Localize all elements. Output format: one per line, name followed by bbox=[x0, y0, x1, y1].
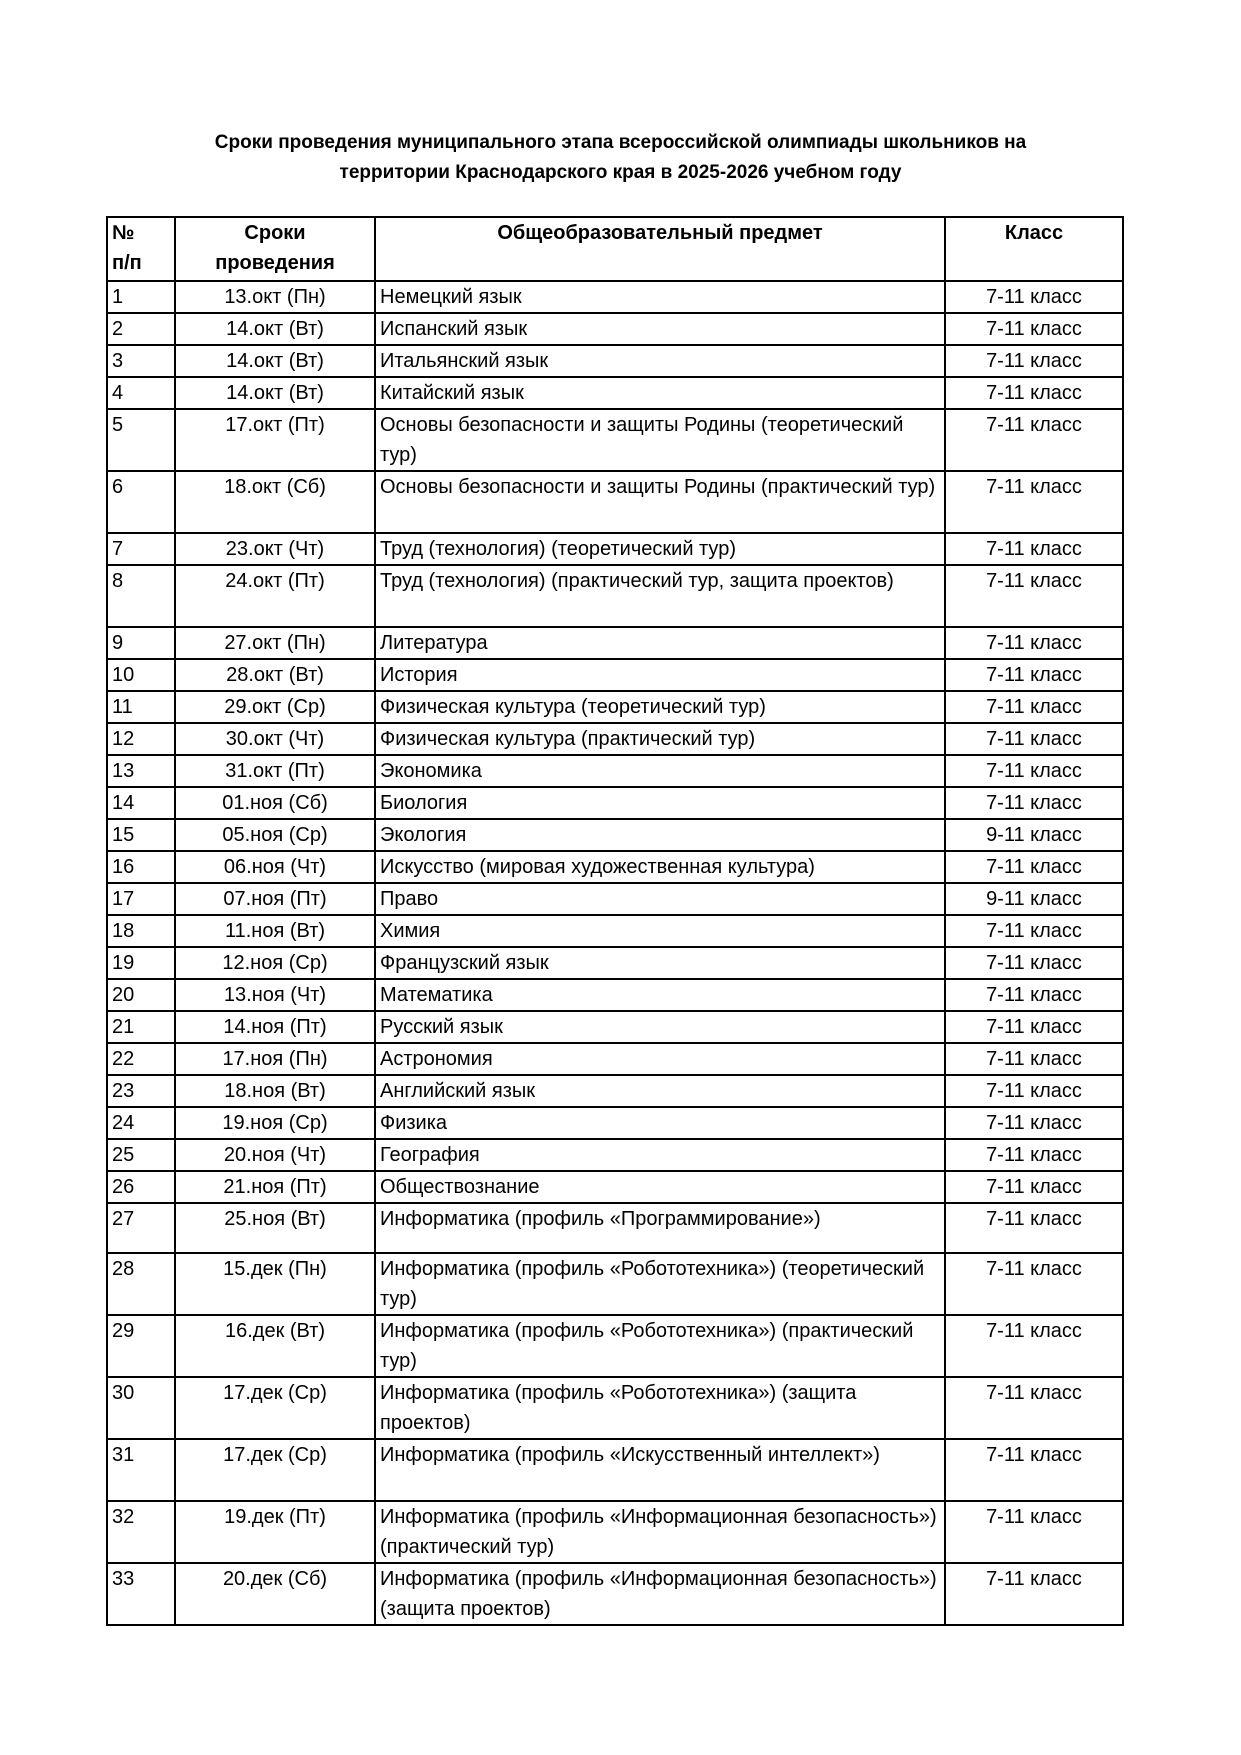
table-row bbox=[107, 1171, 1123, 1203]
row-subject: Физика bbox=[375, 1107, 945, 1139]
table-row bbox=[107, 1203, 1123, 1253]
row-number: 31 bbox=[107, 1439, 175, 1501]
row-date: 24.окт (Пт) bbox=[175, 565, 375, 627]
row-date: 12.ноя (Ср) bbox=[175, 947, 375, 979]
row-date: 14.окт (Вт) bbox=[175, 345, 375, 377]
row-number: 6 bbox=[107, 471, 175, 533]
row-date: 15.дек (Пн) bbox=[175, 1253, 375, 1315]
row-class: 7-11 класс bbox=[945, 1377, 1123, 1439]
table-row bbox=[107, 627, 1123, 659]
table-row bbox=[107, 723, 1123, 755]
row-subject: Экономика bbox=[375, 755, 945, 787]
table-row bbox=[107, 1563, 1123, 1625]
row-number: 32 bbox=[107, 1501, 175, 1563]
table-row bbox=[107, 755, 1123, 787]
row-date: 16.дек (Вт) bbox=[175, 1315, 375, 1377]
row-class: 7-11 класс bbox=[945, 627, 1123, 659]
row-number: 23 bbox=[107, 1075, 175, 1107]
row-date: 29.окт (Ср) bbox=[175, 691, 375, 723]
title-line-1: Сроки проведения муниципального этапа всероссийской олимпиады школьников на bbox=[214, 132, 1027, 153]
row-subject: Литература bbox=[375, 627, 945, 659]
row-date: 17.дек (Ср) bbox=[175, 1377, 375, 1439]
row-class: 7-11 класс bbox=[945, 1563, 1123, 1625]
header-date-line-2: проведения bbox=[215, 252, 335, 274]
row-date: 14.ноя (Пт) bbox=[175, 1011, 375, 1043]
row-class: 7-11 класс bbox=[945, 313, 1123, 345]
table-row bbox=[107, 281, 1123, 313]
row-number: 30 bbox=[107, 1377, 175, 1439]
row-subject: Математика bbox=[375, 979, 945, 1011]
row-subject: Экология bbox=[375, 819, 945, 851]
row-number: 11 bbox=[107, 691, 175, 723]
row-subject: Информатика (профиль «Робототехника») (защита проектов) bbox=[375, 1377, 945, 1439]
row-class: 7-11 класс bbox=[945, 755, 1123, 787]
row-date: 20.дек (Сб) bbox=[175, 1563, 375, 1625]
row-subject: Обществознание bbox=[375, 1171, 945, 1203]
table-row bbox=[107, 819, 1123, 851]
row-class: 7-11 класс bbox=[945, 377, 1123, 409]
row-class: 7-11 класс bbox=[945, 851, 1123, 883]
row-subject: Информатика (профиль «Программирование») bbox=[375, 1203, 945, 1253]
row-subject: Русский язык bbox=[375, 1011, 945, 1043]
row-number: 17 bbox=[107, 883, 175, 915]
row-class: 7-11 класс bbox=[945, 281, 1123, 313]
table-row bbox=[107, 345, 1123, 377]
row-number: 25 bbox=[107, 1139, 175, 1171]
table-row bbox=[107, 471, 1123, 533]
row-class: 7-11 класс bbox=[945, 1043, 1123, 1075]
header-subject: Общеобразовательный предмет bbox=[375, 217, 945, 281]
row-date: 27.окт (Пн) bbox=[175, 627, 375, 659]
header-number bbox=[107, 217, 175, 281]
header-date-line-1: Сроки bbox=[244, 222, 306, 244]
row-date: 17.дек (Ср) bbox=[175, 1439, 375, 1501]
document-title bbox=[100, 128, 1141, 188]
row-number: 8 bbox=[107, 565, 175, 627]
schedule-table bbox=[106, 216, 1124, 1626]
row-number: 2 bbox=[107, 313, 175, 345]
row-class: 7-11 класс bbox=[945, 1439, 1123, 1501]
row-subject: Английский язык bbox=[375, 1075, 945, 1107]
row-number: 13 bbox=[107, 755, 175, 787]
row-date: 28.окт (Вт) bbox=[175, 659, 375, 691]
table-row bbox=[107, 1501, 1123, 1563]
row-subject: География bbox=[375, 1139, 945, 1171]
table-row bbox=[107, 533, 1123, 565]
table-row bbox=[107, 1075, 1123, 1107]
row-class: 7-11 класс bbox=[945, 1075, 1123, 1107]
row-subject: Основы безопасности и защиты Родины (теоретический тур) bbox=[375, 409, 945, 471]
table-row bbox=[107, 1011, 1123, 1043]
row-class: 7-11 класс bbox=[945, 947, 1123, 979]
row-subject: Немецкий язык bbox=[375, 281, 945, 313]
row-number: 16 bbox=[107, 851, 175, 883]
row-date: 05.ноя (Ср) bbox=[175, 819, 375, 851]
row-number: 4 bbox=[107, 377, 175, 409]
row-subject: Искусство (мировая художественная культура) bbox=[375, 851, 945, 883]
row-subject: Информатика (профиль «Робототехника») (теоретический тур) bbox=[375, 1253, 945, 1315]
row-date: 23.окт (Чт) bbox=[175, 533, 375, 565]
row-number: 5 bbox=[107, 409, 175, 471]
row-date: 13.ноя (Чт) bbox=[175, 979, 375, 1011]
row-date: 06.ноя (Чт) bbox=[175, 851, 375, 883]
row-subject: Информатика (профиль «Информационная безопасность») (защита проектов) bbox=[375, 1563, 945, 1625]
row-subject: Основы безопасности и защиты Родины (практический тур) bbox=[375, 471, 945, 533]
row-class: 7-11 класс bbox=[945, 1203, 1123, 1253]
row-number: 12 bbox=[107, 723, 175, 755]
row-class: 9-11 класс bbox=[945, 883, 1123, 915]
row-number: 29 bbox=[107, 1315, 175, 1377]
table-header-row bbox=[107, 217, 1123, 281]
row-date: 13.окт (Пн) bbox=[175, 281, 375, 313]
row-date: 01.ноя (Сб) bbox=[175, 787, 375, 819]
table-row bbox=[107, 1139, 1123, 1171]
row-date: 17.ноя (Пн) bbox=[175, 1043, 375, 1075]
table-row bbox=[107, 409, 1123, 471]
table-row bbox=[107, 1315, 1123, 1377]
row-class: 7-11 класс bbox=[945, 471, 1123, 533]
row-number: 28 bbox=[107, 1253, 175, 1315]
row-class: 7-11 класс bbox=[945, 1107, 1123, 1139]
row-number: 27 bbox=[107, 1203, 175, 1253]
row-subject: Китайский язык bbox=[375, 377, 945, 409]
row-number: 24 bbox=[107, 1107, 175, 1139]
table-row bbox=[107, 915, 1123, 947]
table-row bbox=[107, 565, 1123, 627]
row-subject: Испанский язык bbox=[375, 313, 945, 345]
table-row bbox=[107, 659, 1123, 691]
row-number: 19 bbox=[107, 947, 175, 979]
row-subject: Информатика (профиль «Искусственный интеллект») bbox=[375, 1439, 945, 1501]
table-row bbox=[107, 377, 1123, 409]
row-subject: Французский язык bbox=[375, 947, 945, 979]
row-subject: Биология bbox=[375, 787, 945, 819]
row-date: 20.ноя (Чт) bbox=[175, 1139, 375, 1171]
row-number: 9 bbox=[107, 627, 175, 659]
row-number: 7 bbox=[107, 533, 175, 565]
row-subject: Итальянский язык bbox=[375, 345, 945, 377]
row-class: 9-11 класс bbox=[945, 819, 1123, 851]
title-line-2: территории Краснодарского края в 2025-2026 учебном году bbox=[339, 162, 902, 183]
row-class: 7-11 класс bbox=[945, 1253, 1123, 1315]
row-date: 19.дек (Пт) bbox=[175, 1501, 375, 1563]
table-row bbox=[107, 1043, 1123, 1075]
row-date: 18.окт (Сб) bbox=[175, 471, 375, 533]
row-class: 7-11 класс bbox=[945, 915, 1123, 947]
row-subject: Информатика (профиль «Робототехника») (практический тур) bbox=[375, 1315, 945, 1377]
table-row bbox=[107, 1439, 1123, 1501]
row-date: 31.окт (Пт) bbox=[175, 755, 375, 787]
row-subject: Физическая культура (практический тур) bbox=[375, 723, 945, 755]
row-number: 15 bbox=[107, 819, 175, 851]
row-class: 7-11 класс bbox=[945, 1501, 1123, 1563]
table-row bbox=[107, 1107, 1123, 1139]
row-number: 18 bbox=[107, 915, 175, 947]
row-subject: Право bbox=[375, 883, 945, 915]
row-subject: Физическая культура (теоретический тур) bbox=[375, 691, 945, 723]
table-row bbox=[107, 1377, 1123, 1439]
row-class: 7-11 класс bbox=[945, 691, 1123, 723]
row-class: 7-11 класс bbox=[945, 787, 1123, 819]
row-class: 7-11 класс bbox=[945, 409, 1123, 471]
header-date bbox=[175, 217, 375, 281]
row-number: 22 bbox=[107, 1043, 175, 1075]
row-number: 10 bbox=[107, 659, 175, 691]
row-subject: Труд (технология) (практический тур, защита проектов) bbox=[375, 565, 945, 627]
table-row bbox=[107, 691, 1123, 723]
row-subject: История bbox=[375, 659, 945, 691]
row-subject: Астрономия bbox=[375, 1043, 945, 1075]
table-row bbox=[107, 979, 1123, 1011]
row-date: 14.окт (Вт) bbox=[175, 313, 375, 345]
table-body bbox=[107, 281, 1123, 1625]
row-number: 14 bbox=[107, 787, 175, 819]
row-date: 30.окт (Чт) bbox=[175, 723, 375, 755]
row-number: 20 bbox=[107, 979, 175, 1011]
table-row bbox=[107, 883, 1123, 915]
header-number-line-2: п/п bbox=[112, 252, 142, 274]
row-subject: Химия bbox=[375, 915, 945, 947]
row-date: 25.ноя (Вт) bbox=[175, 1203, 375, 1253]
row-date: 17.окт (Пт) bbox=[175, 409, 375, 471]
row-class: 7-11 класс bbox=[945, 1011, 1123, 1043]
row-date: 07.ноя (Пт) bbox=[175, 883, 375, 915]
row-class: 7-11 класс bbox=[945, 1315, 1123, 1377]
row-class: 7-11 класс bbox=[945, 979, 1123, 1011]
row-number: 3 bbox=[107, 345, 175, 377]
row-number: 26 bbox=[107, 1171, 175, 1203]
row-number: 1 bbox=[107, 281, 175, 313]
row-date: 19.ноя (Ср) bbox=[175, 1107, 375, 1139]
row-class: 7-11 класс bbox=[945, 1171, 1123, 1203]
row-class: 7-11 класс bbox=[945, 533, 1123, 565]
table-row bbox=[107, 313, 1123, 345]
table-row bbox=[107, 1253, 1123, 1315]
header-class: Класс bbox=[945, 217, 1123, 281]
table-row bbox=[107, 947, 1123, 979]
row-class: 7-11 класс bbox=[945, 723, 1123, 755]
row-class: 7-11 класс bbox=[945, 1139, 1123, 1171]
row-class: 7-11 класс bbox=[945, 345, 1123, 377]
header-number-line-1: № bbox=[112, 222, 135, 244]
row-number: 21 bbox=[107, 1011, 175, 1043]
row-date: 11.ноя (Вт) bbox=[175, 915, 375, 947]
row-class: 7-11 класс bbox=[945, 659, 1123, 691]
table-row bbox=[107, 787, 1123, 819]
row-date: 14.окт (Вт) bbox=[175, 377, 375, 409]
table-row bbox=[107, 851, 1123, 883]
row-class: 7-11 класс bbox=[945, 565, 1123, 627]
row-date: 21.ноя (Пт) bbox=[175, 1171, 375, 1203]
row-date: 18.ноя (Вт) bbox=[175, 1075, 375, 1107]
row-subject: Труд (технология) (теоретический тур) bbox=[375, 533, 945, 565]
row-number: 33 bbox=[107, 1563, 175, 1625]
row-subject: Информатика (профиль «Информационная безопасность») (практический тур) bbox=[375, 1501, 945, 1563]
